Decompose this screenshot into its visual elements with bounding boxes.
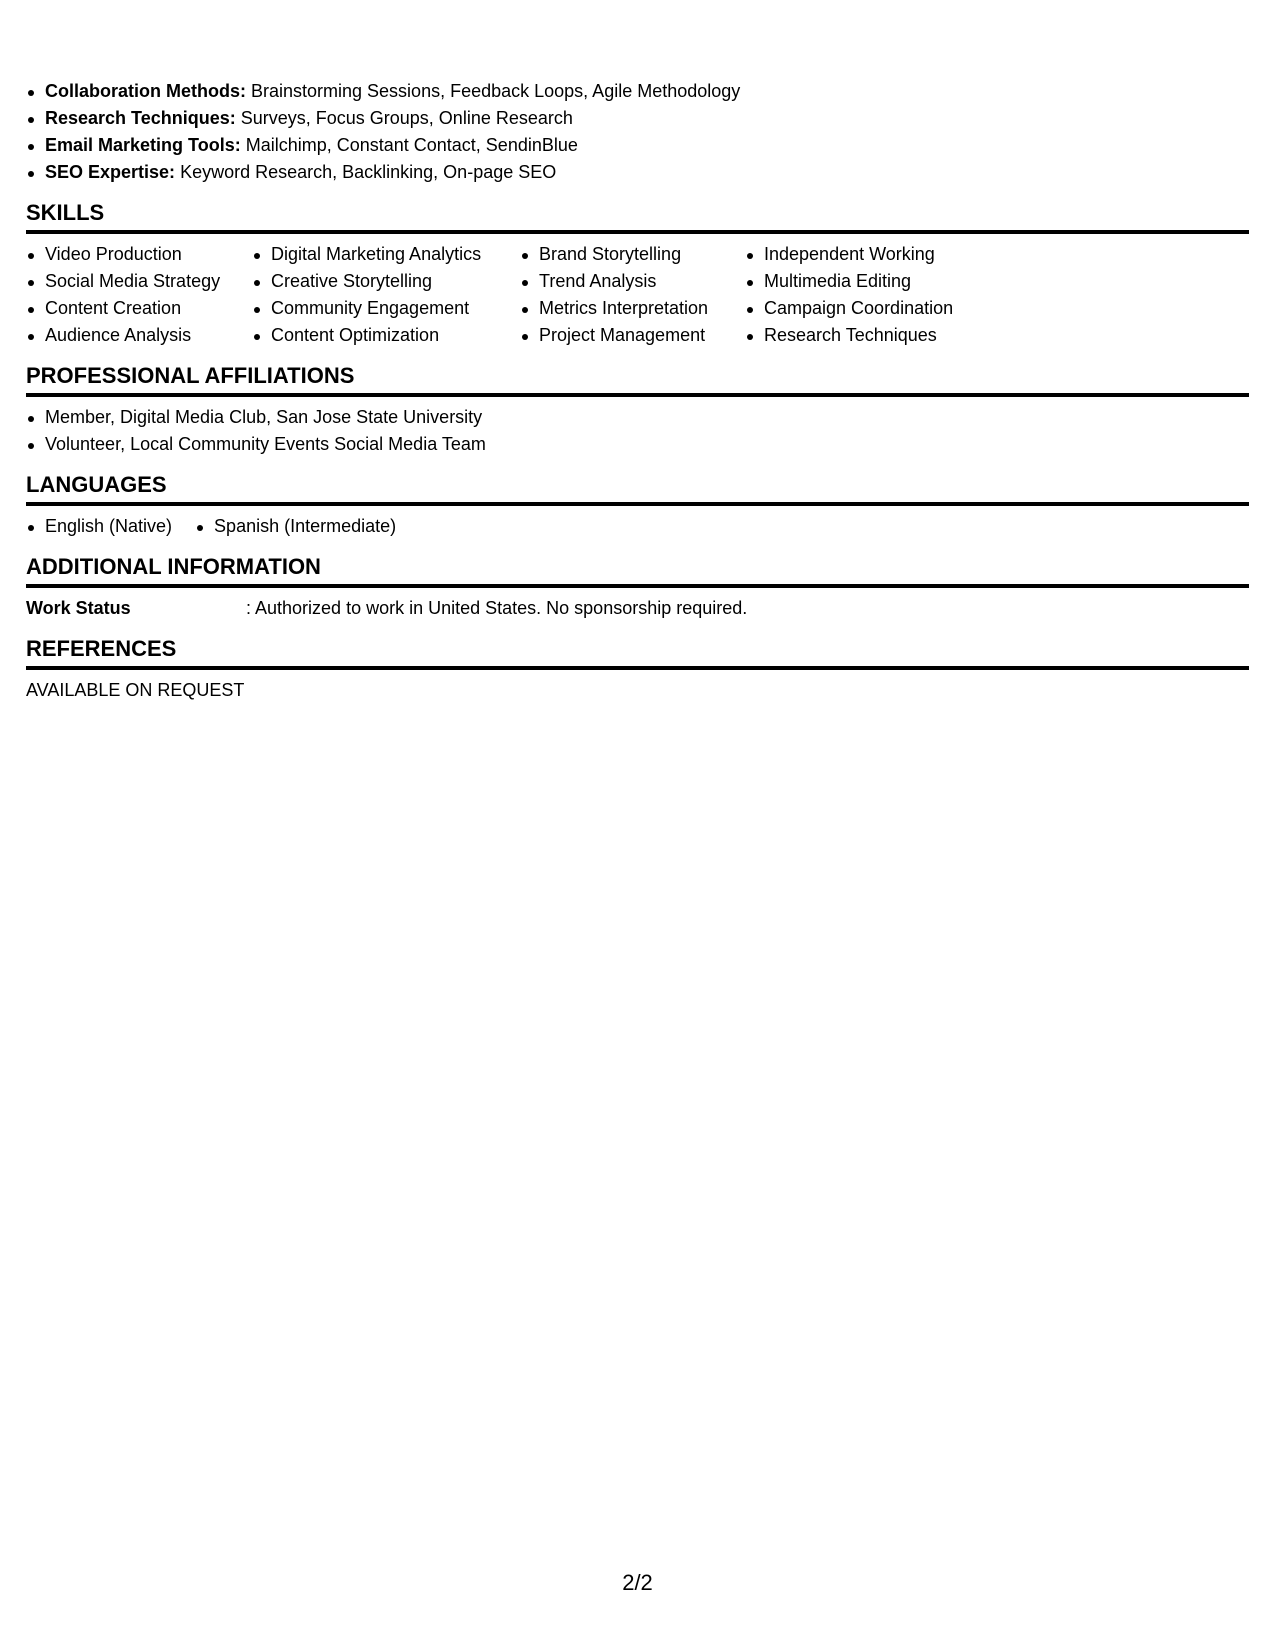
list-item-label: SEO Expertise: (45, 162, 176, 182)
skill-item: Multimedia Editing (745, 268, 1005, 295)
skill-item: Social Media Strategy (26, 268, 252, 295)
affiliations-list (26, 404, 1249, 458)
resume-page (26, 78, 1249, 704)
list-item-label: Research Techniques: (45, 108, 236, 128)
skill-item: Independent Working (745, 241, 1005, 268)
list-item-label: Collaboration Methods: (45, 81, 246, 101)
skill-item: Project Management (520, 322, 745, 349)
list-item-text: Brainstorming Sessions, Feedback Loops, Agile Methodology (246, 81, 741, 101)
list-item-text: Keyword Research, Backlinking, On-page SEO (175, 162, 557, 182)
list-item (26, 132, 1249, 159)
skills-column (26, 241, 252, 349)
skill-item: Content Creation (26, 295, 252, 322)
affiliations-heading: PROFESSIONAL AFFILIATIONS (26, 363, 1249, 397)
skill-item: Digital Marketing Analytics (252, 241, 520, 268)
skill-item: Video Production (26, 241, 252, 268)
work-status-row (26, 595, 1249, 622)
skill-item: Trend Analysis (520, 268, 745, 295)
tools-list (26, 78, 1249, 186)
languages-heading: LANGUAGES (26, 472, 1249, 506)
work-status-value: : Authorized to work in United States. No sponsorship required. (246, 598, 748, 618)
skill-item: Research Techniques (745, 322, 1005, 349)
list-item (26, 78, 1249, 105)
skills-column (252, 241, 520, 349)
additional-info-heading: ADDITIONAL INFORMATION (26, 554, 1249, 588)
work-status-label: Work Status (26, 598, 131, 618)
skill-item: Brand Storytelling (520, 241, 745, 268)
page-number: 2/2 (622, 1570, 653, 1595)
references-heading: REFERENCES (26, 636, 1249, 670)
language-item: English (Native) (26, 513, 172, 540)
list-item-label: Email Marketing Tools: (45, 135, 241, 155)
affiliation-item: Member, Digital Media Club, San Jose State University (26, 404, 1249, 431)
skill-item: Audience Analysis (26, 322, 252, 349)
list-item (26, 105, 1249, 132)
skill-item: Metrics Interpretation (520, 295, 745, 322)
skills-grid (26, 241, 1249, 349)
skills-column (745, 241, 1005, 349)
affiliation-item: Volunteer, Local Community Events Social Media Team (26, 431, 1249, 458)
references-text: AVAILABLE ON REQUEST (26, 680, 245, 700)
list-item-text: Surveys, Focus Groups, Online Research (235, 108, 573, 128)
skills-heading: SKILLS (26, 200, 1249, 234)
skill-item: Creative Storytelling (252, 268, 520, 295)
skill-item: Campaign Coordination (745, 295, 1005, 322)
skill-item: Community Engagement (252, 295, 520, 322)
list-item (26, 159, 1249, 186)
skills-column (520, 241, 745, 349)
language-item: Spanish (Intermediate) (195, 513, 396, 540)
languages-list (26, 513, 1249, 540)
list-item-text: Mailchimp, Constant Contact, SendinBlue (240, 135, 578, 155)
skill-item: Content Optimization (252, 322, 520, 349)
